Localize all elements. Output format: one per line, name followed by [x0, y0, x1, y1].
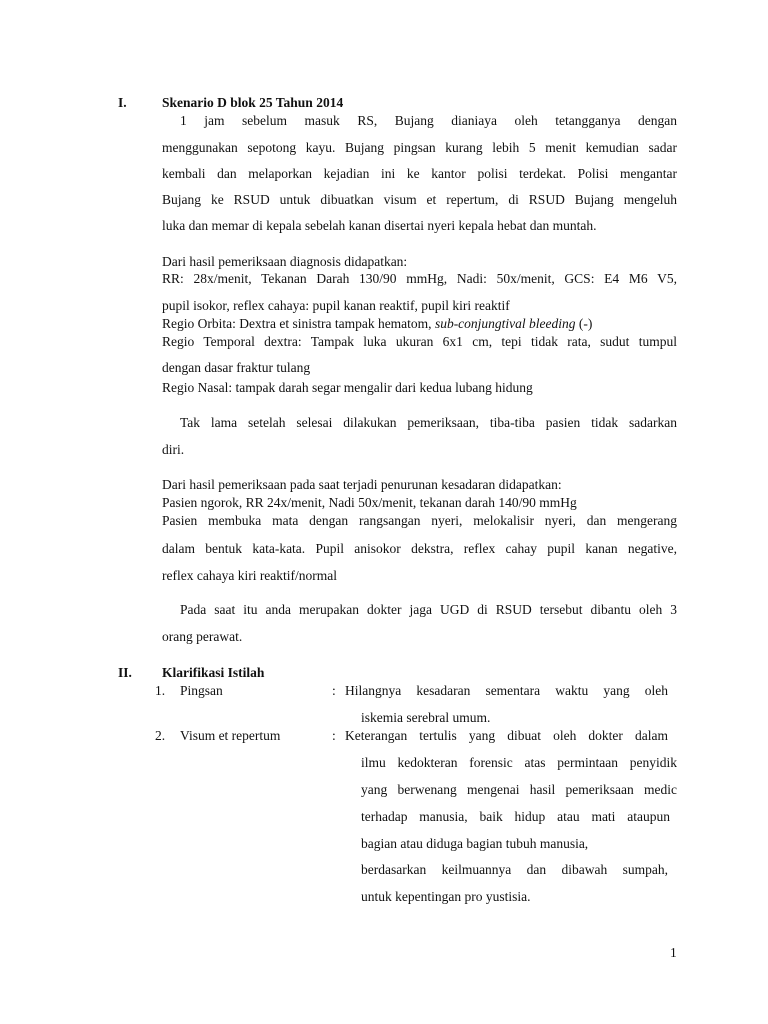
- section-1-title: Skenario D blok 25 Tahun 2014: [162, 95, 344, 110]
- exam2-line: Pasien ngorok, RR 24x/menit, Nadi 50x/menit, tekanan darah 140/90 mmHg: [162, 495, 577, 510]
- paragraph-line: Pada saat itu anda merupakan dokter jaga UGD di RSUD tersebut dibantu oleh 3: [180, 602, 677, 617]
- regio-orbita-line: [162, 316, 592, 332]
- exam2-line: Pasien membuka mata dengan rangsangan nyeri, melokalisir nyeri, dan mengerang: [162, 513, 677, 528]
- term-definition-line: yang berwenang mengenai hasil pemeriksaan medic: [361, 782, 677, 797]
- term-definition-line: berdasarkan keilmuannya dan dibawah sumpah,: [361, 862, 668, 877]
- term-definition-line: bagian atau diduga bagian tubuh manusia,: [361, 836, 589, 851]
- term-number: 1.: [155, 683, 166, 698]
- term-definition-line: terhadap manusia, baik hidup atau mati ataupun: [361, 809, 670, 824]
- paragraph-line: 1 jam sebelum masuk RS, Bujang dianiaya oleh tetangganya dengan: [180, 113, 677, 128]
- term-definition-line: ilmu kedokteran forensic atas permintaan penyidik: [361, 755, 677, 770]
- regio-temporal-line: Regio Temporal dextra: Tampak luka ukuran 6x1 cm, tepi tidak rata, sudut tumpul: [162, 334, 677, 349]
- term-colon: :: [332, 683, 336, 698]
- paragraph-line: diri.: [162, 442, 185, 457]
- section-2-title: Klarifikasi Istilah: [162, 665, 265, 680]
- section-1-numeral: I.: [118, 95, 127, 110]
- exam-line: pupil isokor, reflex cahaya: pupil kanan reaktif, pupil kiri reaktif: [162, 298, 510, 313]
- paragraph-line: luka dan memar di kepala sebelah kanan disertai nyeri kepala hebat dan muntah.: [162, 218, 597, 233]
- regio-orbita-italic: sub-conjungtival bleeding: [434, 316, 576, 331]
- regio-orbita-suffix: (-): [575, 316, 593, 331]
- regio-temporal-line: dengan dasar fraktur tulang: [162, 360, 311, 375]
- paragraph-line: Tak lama setelah selesai dilakukan pemeriksaan, tiba-tiba pasien tidak sadarkan: [180, 415, 677, 430]
- term-definition-line: Hilangnya kesadaran sementara waktu yang oleh: [345, 683, 668, 698]
- page-number: 1: [670, 945, 677, 960]
- exam-heading: Dari hasil pemeriksaan diagnosis didapatkan:: [162, 254, 408, 269]
- paragraph-line: menggunakan sepotong kayu. Bujang pingsan kurang lebih 5 menit kemudian sadar: [162, 140, 677, 155]
- section-2-numeral: II.: [118, 665, 132, 680]
- exam2-line: dalam bentuk kata-kata. Pupil anisokor dekstra, reflex cahay pupil kanan negative,: [162, 541, 677, 556]
- regio-nasal-line: Regio Nasal: tampak darah segar mengalir dari kedua lubang hidung: [162, 380, 533, 395]
- paragraph-line: Bujang ke RSUD untuk dibuatkan visum et repertum, di RSUD Bujang mengeluh: [162, 192, 677, 207]
- exam2-line: reflex cahaya kiri reaktif/normal: [162, 568, 338, 583]
- term-number: 2.: [155, 728, 166, 743]
- term-colon: :: [332, 728, 336, 743]
- term-definition-line: Keterangan tertulis yang dibuat oleh dokter dalam: [345, 728, 668, 743]
- term-name: Pingsan: [180, 683, 223, 698]
- term-name: Visum et repertum: [180, 728, 281, 743]
- exam2-heading: Dari hasil pemeriksaan pada saat terjadi penurunan kesadaran didapatkan:: [162, 477, 562, 492]
- exam-line: RR: 28x/menit, Tekanan Darah 130/90 mmHg, Nadi: 50x/menit, GCS: E4 M6 V5,: [162, 271, 677, 286]
- paragraph-line: orang perawat.: [162, 629, 243, 644]
- regio-orbita-text: Regio Orbita: Dextra et sinistra tampak hematom,: [162, 316, 435, 331]
- term-definition-line: iskemia serebral umum.: [361, 710, 491, 725]
- term-definition-line: untuk kepentingan pro yustisia.: [361, 889, 531, 904]
- paragraph-line: kembali dan melaporkan kejadian ini ke kantor polisi terdekat. Polisi mengantar: [162, 166, 677, 181]
